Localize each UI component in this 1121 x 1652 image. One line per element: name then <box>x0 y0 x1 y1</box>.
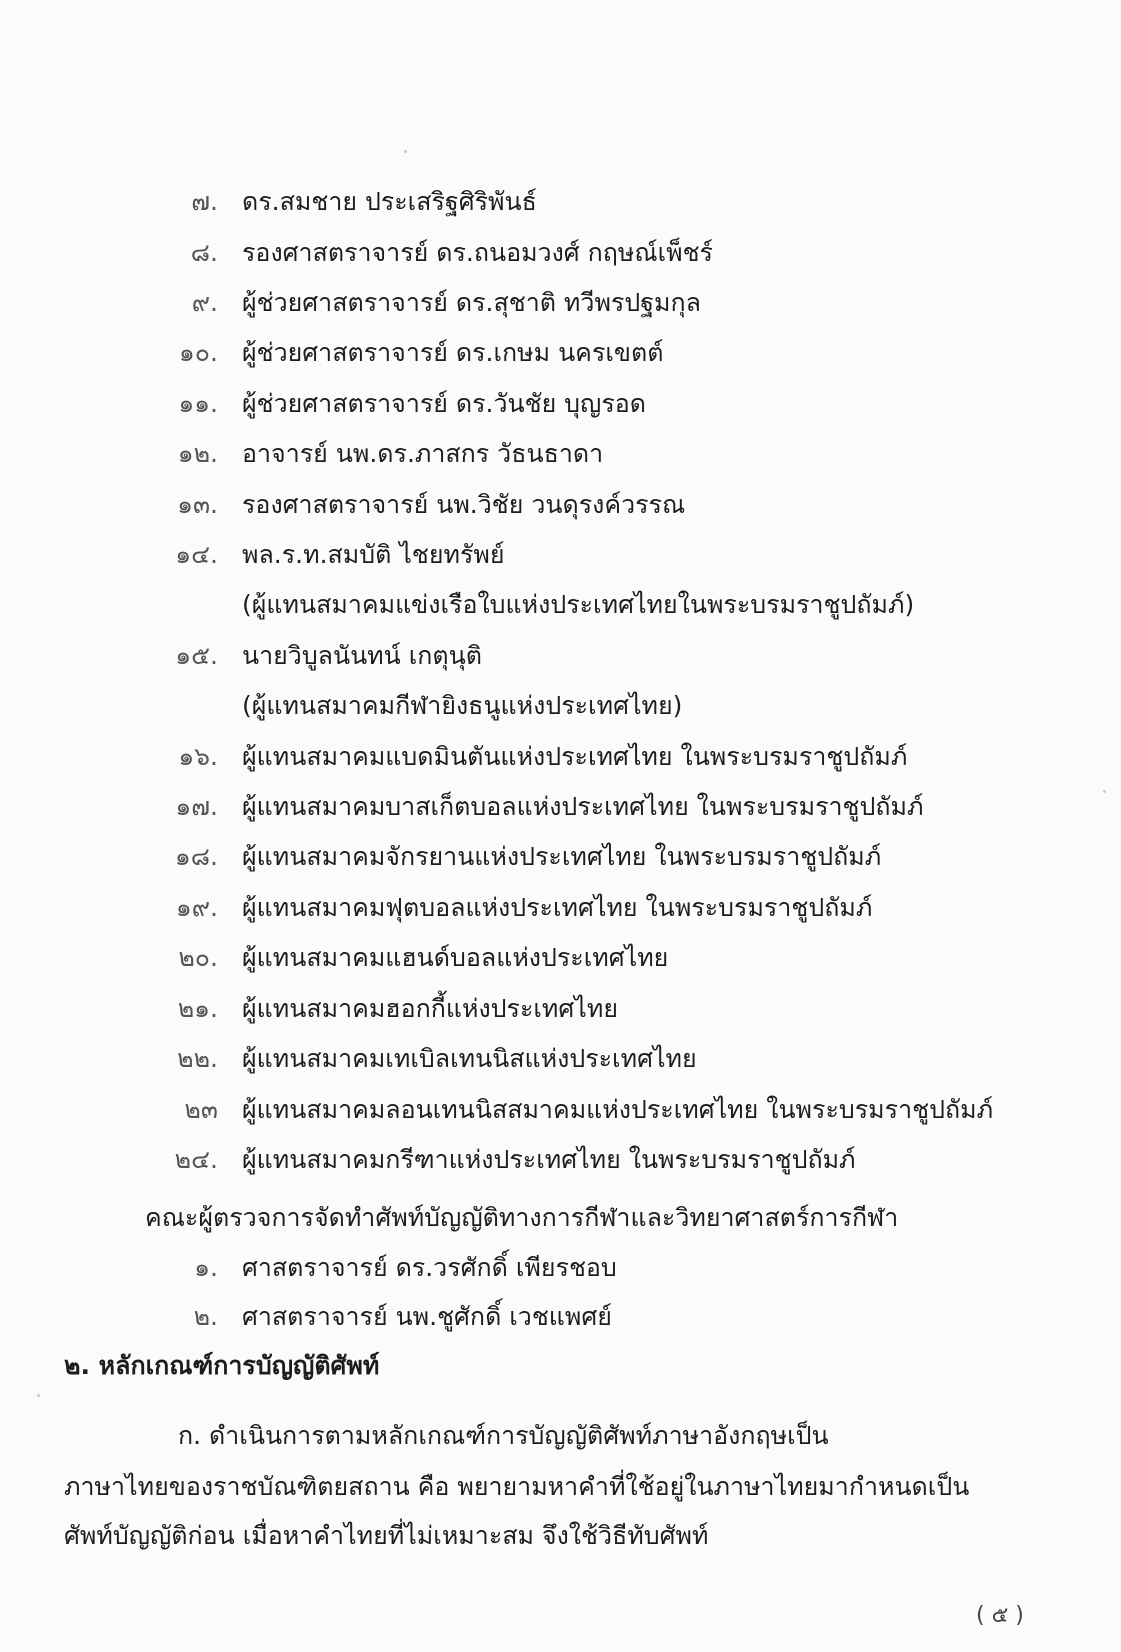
item-number: ๘. <box>190 238 218 267</box>
paper-speck <box>37 1394 40 1397</box>
member-name: ผู้แทนสมาคมฟุตบอลแห่งประเทศไทย ในพระบรมราชูปถัมภ์ <box>242 893 873 922</box>
member-name: รองศาสตราจารย์ ดร.ถนอมวงศ์ กฤษณ์เพ็ชร์ <box>242 238 713 267</box>
item-number: ๑๐. <box>178 338 218 367</box>
member-name: ผู้แทนสมาคมบาสเก็ตบอลแห่งประเทศไทย ในพระบรมราชูปถัมภ์ <box>242 792 924 821</box>
paper-speck <box>404 150 407 153</box>
reviewer-name: ศาสตราจารย์ นพ.ชูศักดิ์ เวชแพศย์ <box>242 1302 612 1331</box>
member-name: ผู้แทนสมาคมจักรยานแห่งประเทศไทย ในพระบรมราชูปถัมภ์ <box>242 842 882 871</box>
item-number: ๒๔. <box>174 1145 218 1174</box>
item-number: ๑๙. <box>175 893 218 922</box>
reviewers-heading: คณะผู้ตรวจการจัดทำศัพท์บัญญัติทางการกีฬาและวิทยาศาสตร์การกีฬา <box>145 1203 899 1232</box>
item-number: ๗. <box>191 187 218 216</box>
paper-speck <box>1103 790 1106 793</box>
paragraph-line: ภาษาไทยของราชบัณฑิตยสถาน คือ พยายามหาคำที่ใช้อยู่ในภาษาไทยมากำหนดเป็น <box>64 1472 970 1501</box>
member-name: นายวิบูลนันทน์ เกตุนุติ <box>242 641 482 670</box>
member-name: พล.ร.ท.สมบัติ ไชยทรัพย์ <box>242 540 505 569</box>
member-name: ผู้แทนสมาคมแฮนด์บอลแห่งประเทศไทย <box>242 943 669 972</box>
member-name: อาจารย์ นพ.ดร.ภาสกร วัธนธาดา <box>242 439 604 468</box>
item-number: ๒๓ <box>184 1095 218 1124</box>
member-name: ผู้แทนสมาคมเทเบิลเทนนิสแห่งประเทศไทย <box>242 1044 697 1073</box>
item-number: ๑๒. <box>177 439 218 468</box>
item-number: ๒๒. <box>177 1044 218 1073</box>
item-number: ๑๗. <box>175 792 218 821</box>
member-name: ผู้ช่วยศาสตราจารย์ ดร.สุชาติ ทวีพรปฐมกุล <box>242 288 701 317</box>
item-number: ๑๕. <box>175 641 218 670</box>
item-number: ๑๖. <box>178 742 218 771</box>
item-number: ๒๑. <box>177 994 218 1023</box>
member-name: ดร.สมชาย ประเสริฐศิริพันธ์ <box>242 187 537 216</box>
item-number: ๙. <box>191 288 218 317</box>
item-number: ๑๔. <box>175 540 218 569</box>
item-number: ๑๓. <box>177 490 218 519</box>
member-name: ผู้แทนสมาคมกรีฑาแห่งประเทศไทย ในพระบรมราชูปถัมภ์ <box>242 1145 856 1174</box>
member-name: ผู้แทนสมาคมแบดมินตันแห่งประเทศไทย ในพระบรมราชูปถัมภ์ <box>242 742 908 771</box>
paragraph-line: ก. ดำเนินการตามหลักเกณฑ์การบัญญัติศัพท์ภาษาอังกฤษเป็น <box>178 1421 829 1450</box>
member-name: รองศาสตราจารย์ นพ.วิชัย วนดุรงค์วรรณ <box>242 490 686 519</box>
member-affiliation-note: (ผู้แทนสมาคมกีฬายิงธนูแห่งประเทศไทย) <box>242 691 683 720</box>
item-number: ๑๘. <box>174 842 218 871</box>
item-number: ๑๑. <box>178 389 218 418</box>
paragraph-line: ศัพท์บัญญัติก่อน เมื่อหาคำไทยที่ไม่เหมาะสม จึงใช้วิธีทับศัพท์ <box>64 1521 709 1550</box>
member-affiliation-note: (ผู้แทนสมาคมแข่งเรือใบแห่งประเทศไทยในพระบรมราชูปถัมภ์) <box>242 590 915 619</box>
item-number: ๒. <box>193 1302 218 1331</box>
member-name: ผู้แทนสมาคมฮอกกี้แห่งประเทศไทย <box>242 994 618 1023</box>
member-name: ผู้แทนสมาคมลอนเทนนิสสมาคมแห่งประเทศไทย ในพระบรมราชูปถัมภ์ <box>242 1095 994 1124</box>
item-number: ๒๐. <box>178 943 218 972</box>
item-number: ๑. <box>194 1253 218 1282</box>
reviewer-name: ศาสตราจารย์ ดร.วรศักดิ์ เพียรชอบ <box>242 1253 617 1282</box>
section-heading: ๒. หลักเกณฑ์การบัญญัติศัพท์ <box>64 1351 380 1380</box>
page-number: ( ๕ ) <box>976 1603 1024 1628</box>
member-name: ผู้ช่วยศาสตราจารย์ ดร.เกษม นครเขตต์ <box>242 338 664 367</box>
member-name: ผู้ช่วยศาสตราจารย์ ดร.วันชัย บุญรอด <box>242 389 647 418</box>
